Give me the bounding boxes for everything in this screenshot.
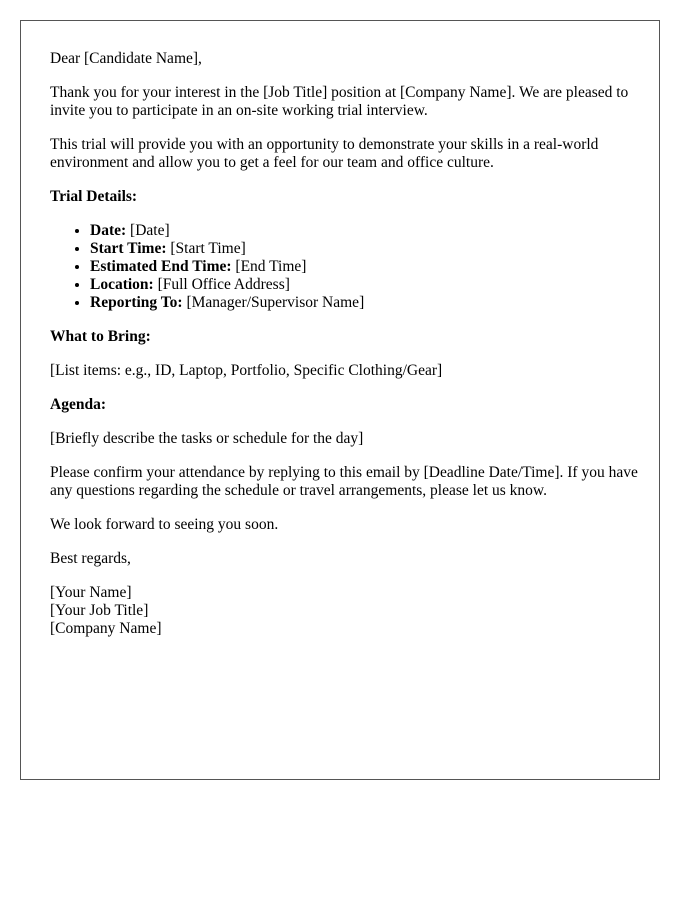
detail-value: [Start Time] — [166, 240, 246, 257]
letter-body — [50, 50, 640, 654]
detail-item-date — [90, 222, 640, 240]
letter-frame — [20, 20, 660, 780]
signature-name: [Your Name] — [50, 584, 132, 601]
detail-label: Date: — [90, 222, 127, 239]
detail-item-start-time — [90, 240, 640, 258]
detail-value: [Date] — [126, 222, 170, 239]
signature-company: [Company Name] — [50, 620, 162, 637]
greeting: Dear [Candidate Name], — [50, 50, 202, 67]
what-to-bring-heading: What to Bring: — [50, 328, 151, 345]
trial-details-list — [50, 222, 640, 312]
what-to-bring-text: [List items: e.g., ID, Laptop, Portfolio, Specific Clothing/Gear] — [50, 362, 443, 379]
detail-value: [Full Office Address] — [153, 276, 290, 293]
detail-label: Location: — [90, 276, 154, 293]
detail-value: [End Time] — [231, 258, 307, 275]
detail-label: Start Time: — [90, 240, 167, 257]
confirmation-paragraph: Please confirm your attendance by replying to this email by [Deadline Date/Time]. If you have any questions regarding the schedule or travel arrangements, please let us know. — [50, 464, 638, 499]
detail-value: [Manager/Supervisor Name] — [182, 294, 365, 311]
detail-item-reporting-to — [90, 294, 640, 312]
sign-off: Best regards, — [50, 550, 131, 567]
detail-item-location — [90, 276, 640, 294]
signature-block — [50, 584, 640, 638]
detail-label: Estimated End Time: — [90, 258, 232, 275]
detail-item-end-time — [90, 258, 640, 276]
closing-line: We look forward to seeing you soon. — [50, 516, 279, 533]
agenda-heading: Agenda: — [50, 396, 106, 413]
trial-details-heading: Trial Details: — [50, 188, 138, 205]
signature-job-title: [Your Job Title] — [50, 602, 149, 619]
detail-label: Reporting To: — [90, 294, 183, 311]
agenda-text: [Briefly describe the tasks or schedule for the day] — [50, 430, 364, 447]
intro-paragraph: Thank you for your interest in the [Job Title] position at [Company Name]. We are pleased to invite you to participate in an on-site working trial interview. — [50, 84, 629, 119]
purpose-paragraph: This trial will provide you with an opportunity to demonstrate your skills in a real-world environment and allow you to get a feel for our team and office culture. — [50, 136, 599, 171]
